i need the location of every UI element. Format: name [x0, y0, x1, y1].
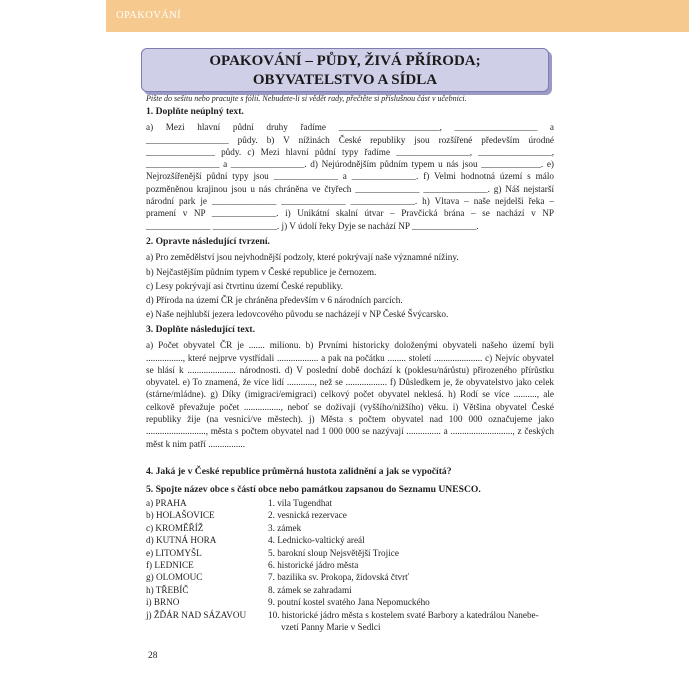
page-number: 28	[148, 651, 158, 661]
unesco-sites-list	[268, 497, 558, 633]
list-item: a) PRAHA	[146, 498, 187, 508]
page-title-box	[141, 48, 549, 92]
list-item: e) LITOMYŠL	[146, 547, 202, 558]
task-4	[146, 466, 554, 481]
list-item-continuation: vzetí Panny Marie v Sedlci	[281, 622, 381, 633]
unesco-towns-list	[146, 497, 266, 621]
list-item: 8. zámek se zahradami	[268, 584, 352, 595]
list-item: f) LEDNICE	[146, 560, 194, 571]
task-2-item: c) Lesy pokrývají asi čtvrtinu území České republiky.	[146, 280, 343, 291]
list-item: d) KUTNÁ HORA	[146, 535, 217, 546]
list-item: 6. historické jádro města	[268, 560, 359, 571]
list-item: j) ŽĎÁR NAD SÁZAVOU	[146, 609, 247, 620]
task-4-heading: 4. Jaká je v České republice průměrná hustota zalidnění a jak se vypočítá?	[146, 466, 452, 477]
list-item: 2. vesnická rezervace	[268, 510, 347, 521]
task-2-item: e) Naše nejhlubší jezera ledovcového původu se nacházejí v NP České Švýcarsko.	[146, 309, 449, 320]
task-3-heading: 3. Doplňte následující text.	[146, 324, 255, 335]
section-label: OPAKOVÁNÍ	[116, 10, 182, 21]
task-5-heading: 5. Spojte název obce s částí obce nebo památkou zapsanou do Seznamu UNESCO.	[146, 484, 481, 495]
list-item: i) BRNO	[146, 597, 180, 608]
list-item: g) OLOMOUC	[146, 572, 203, 583]
list-item: 4. Lednicko-valtický areál	[268, 535, 365, 546]
page-title-line1: OPAKOVÁNÍ – PŮDY, ŽIVÁ PŘÍRODA;	[209, 53, 481, 69]
list-item: c) KROMĚŘÍŽ	[146, 522, 204, 533]
header-bar	[106, 0, 689, 32]
list-item: b) HOLAŠOVICE	[146, 510, 215, 521]
list-item: 1. vila Tugendhat	[268, 498, 333, 508]
task-3	[146, 324, 554, 450]
task-3-text: a) Počet obyvatel ČR je ....... milionu. b) Prvními historicky doloženými obyvateli našeho území byli ................, které nejprve vystřídali .................. a pak na počátku ........ století ..................... c) Nejvíc obyvatel se hlásí k ..................... národnosti. d) V poslední době dochází k (poklesu/nárůstu) přirozeného přírůstku obyvatel. e) To znamená, že více lidí ............, než se .................. f) Důsledkem je, že obyvatelstvo jako celek (stárne/mládne). g) Díky (imigraci/emigraci) celkový počet obyvatel neklesá. h) Rodí se více .........., ale celkově převažuje počet ................, neboť se dožívají (vyššího/nižšího) věku. i) Většina obyvatel České republiky žije (na vesnici/ve městech). j) Města s počtem obyvatel nad 100 000 označujeme jako .........................., města s počtem obyvatel nad 1 000 000 se nazývají ............... a ..........................., z českých měst k nim patří ................	[146, 340, 554, 449]
task-2	[146, 236, 554, 323]
instructions: Pište do sešitu nebo pracujte s fólií. Nebudete-li si vědět rady, přečtěte si příslušnou část v učebnici.	[146, 94, 467, 103]
list-item: 7. bazilika sv. Prokopa, židovská čtvrť	[268, 572, 410, 583]
list-item: 3. zámek	[268, 522, 302, 533]
task-2-item: b) Nejčastějším půdním typem v České republice je černozem.	[146, 266, 377, 277]
task-1-text: a) Mezi hlavní půdní druhy řadíme ______________________, __________________ a __________________ půdy. b) V nížinách České republiky jsou rozšířené především úrodné _______________ půdy. c) Mezi hlavní půdní typy řadíme ________________, ________________, ________________ a ________________. d) Nejúrodnějším půdním typem u nás jsou _____________. e) Nejrozšířenější půdní typy jsou ______________ a ______________. f) Velmi hodnotná území s málo pozměněnou krajinou jsou u nás chráněna ve čtyřech ______________ ______________. g) Náš nejstarší národní park je ______________ ______________ ______________. h) Vltava – naše nejdelší řeka – pramení v NP ______________. i) Unikátní skalní útvar – Pravčická brána – se nachází v NP ______________ ______________. j) V údolí řeky Dyje se nachází NP ______________.	[146, 122, 554, 231]
task-2-item: a) Pro zemědělství jsou nejvhodnější podzoly, které pokrývají naše významné nížiny.	[146, 252, 459, 263]
list-item: 9. poutní kostel svatého Jana Nepomuckého	[268, 597, 430, 608]
task-2-item: d) Příroda na území ČR je chráněna především v 6 národních parcích.	[146, 295, 403, 306]
task-2-heading: 2. Opravte následující tvrzení.	[146, 236, 270, 247]
list-item: h) TŘEBÍČ	[146, 584, 189, 595]
list-item: 10. historické jádro města s kostelem svaté Barbory a katedrálou Nanebe-	[268, 609, 539, 620]
task-1	[146, 106, 554, 232]
page-title-line2: OBYVATELSTVO A SÍDLA	[252, 72, 438, 88]
list-item: 5. barokní sloup Nejsvětější Trojice	[268, 547, 399, 558]
task-1-heading: 1. Doplňte neúplný text.	[146, 106, 244, 117]
